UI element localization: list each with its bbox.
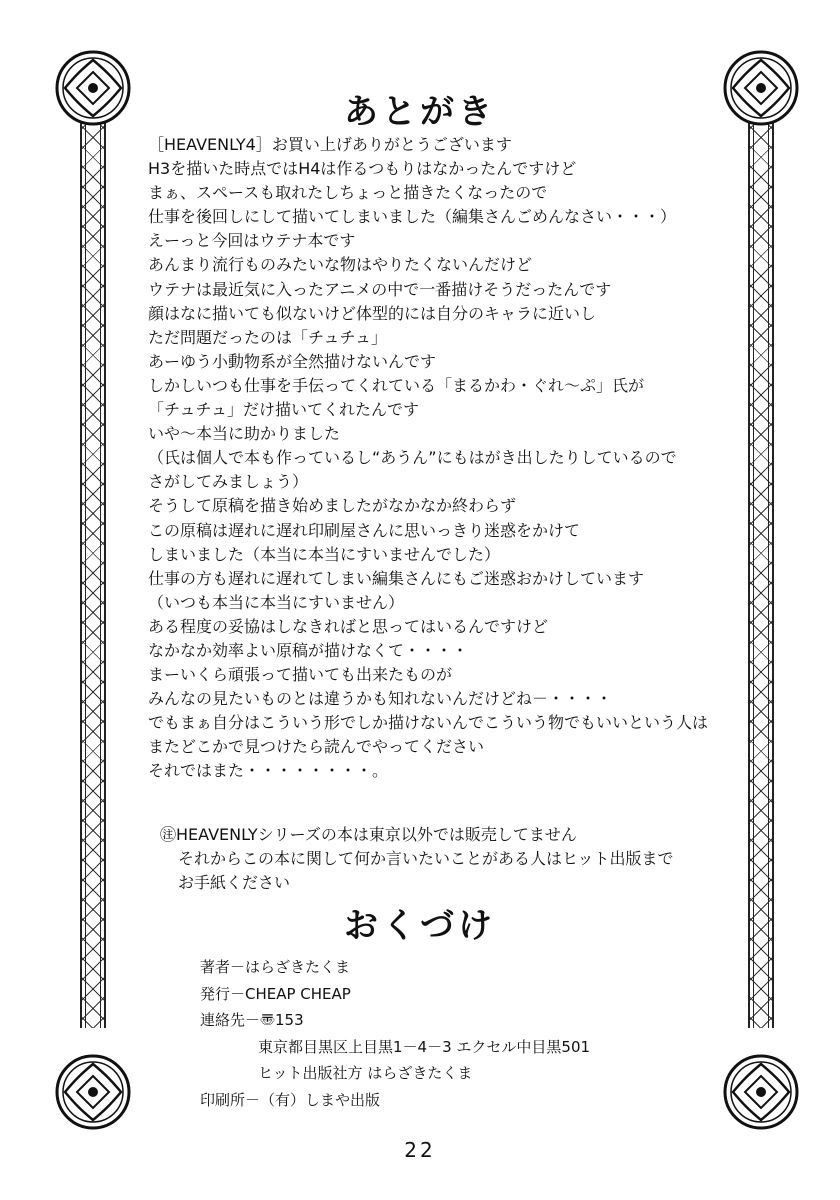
afterword-line: あんまり流行ものみたいな物はやりたくないんだけど xyxy=(148,255,533,275)
afterword-line: しかしいつも仕事を手伝ってくれている「まるかわ・ぐれ～ぷ」氏が xyxy=(148,375,645,395)
afterword-line: ただ問題だったのは「チュチュ」 xyxy=(148,327,388,347)
right-decorative-border xyxy=(748,118,774,1028)
afterword-line: 仕事を後回しにして描いてしまいました（編集さんごめんなさい・・・） xyxy=(148,207,677,227)
note-line: それからこの本に関して何か言いたいことがある人はヒット出版まで xyxy=(178,849,674,869)
afterword-line: えーっと今回はウテナ本です xyxy=(148,231,356,251)
colophon-address: 東京都目黒区上目黒1－4－3 エクセル中目黒501 xyxy=(258,1037,591,1056)
colophon-care-of: ヒット出版社方 はらざきたくま xyxy=(258,1064,473,1082)
colophon-author: 著者－はらざきたくま xyxy=(200,958,351,976)
afterword-line: しまいました（本当に本当にすいませんでした） xyxy=(148,544,501,564)
left-decorative-border xyxy=(80,118,106,1028)
afterword-line: ［HEAVENLY4］お買い上げありがとうございます xyxy=(148,135,512,154)
afterword-line: H3を描いた時点ではH4は作るつもりはなかったんですけど xyxy=(148,159,577,179)
afterword-line: この原稿は遅れに遅れ印刷屋さんに思いっきり迷惑をかけて xyxy=(148,520,581,540)
afterword-title: あとがき xyxy=(344,92,496,132)
ornament-top-right-icon xyxy=(721,48,801,128)
note-line: ㊟HEAVENLYシリーズの本は東京以外では販売してません xyxy=(160,825,577,844)
ornament-bottom-left-icon xyxy=(53,1052,133,1132)
afterword-line: あーゆう小動物系が全然描けないんです xyxy=(148,351,437,371)
afterword-line: 「チュチュ」だけ描いてくれたんです xyxy=(148,400,420,420)
afterword-line: ある程度の妥協はしなきればと思ってはいるんですけど xyxy=(148,616,549,636)
colophon-list xyxy=(200,954,680,1113)
afterword-line: まーいくら頑張って描いても出来たものが xyxy=(148,665,453,685)
colophon-title: おくづけ xyxy=(344,906,496,946)
afterword-line: 顔はなに描いても似ないけど体型的には自分のキャラに近いし xyxy=(148,303,597,323)
ornament-top-left-icon xyxy=(53,48,133,128)
afterword-line: まぁ、スペースも取れたしちょっと描きたくなったので xyxy=(148,183,548,203)
afterword-body xyxy=(148,133,728,784)
ornament-bottom-right-icon xyxy=(721,1052,801,1132)
afterword-line: さがしてみましょう） xyxy=(148,472,309,492)
colophon-contact: 連絡先－〠153 xyxy=(200,1011,304,1029)
afterword-line: （いつも本当に本当にすいません） xyxy=(148,592,405,612)
note-line: お手紙ください xyxy=(178,873,291,893)
afterword-line: 仕事の方も遅れに遅れてしまい編集さんにもご迷惑おかけしています xyxy=(148,568,645,588)
colophon-publisher: 発行－CHEAP CHEAP xyxy=(200,984,351,1003)
afterword-line: またどこかで見つけたら読んでやってください xyxy=(148,737,485,757)
afterword-line: なかなか効率よい原稿が描けなくて・・・・ xyxy=(148,640,469,660)
afterword-line: （氏は個人で本も作っているし“あうん”にもはがき出したりしているので xyxy=(148,448,677,468)
afterword-line: そうして原稿を描き始めましたがなかなか終わらず xyxy=(148,496,517,516)
colophon-printer: 印刷所－（有）しまや出版 xyxy=(200,1090,381,1109)
afterword-notes xyxy=(160,823,720,896)
afterword-line: いや～本当に助かりました xyxy=(148,424,341,444)
afterword-line: みんなの見たいものとは違うかも知れないんだけどね－・・・・ xyxy=(148,689,613,709)
afterword-line: ウテナは最近気に入ったアニメの中で一番描けそうだったんです xyxy=(148,279,612,299)
afterword-line: それではまた・・・・・・・・。 xyxy=(148,761,389,781)
afterword-line: でもまぁ自分はこういう形でしか描けないんでこういう物でもいいという人は xyxy=(148,713,709,733)
page-number: 22 xyxy=(404,1138,436,1162)
